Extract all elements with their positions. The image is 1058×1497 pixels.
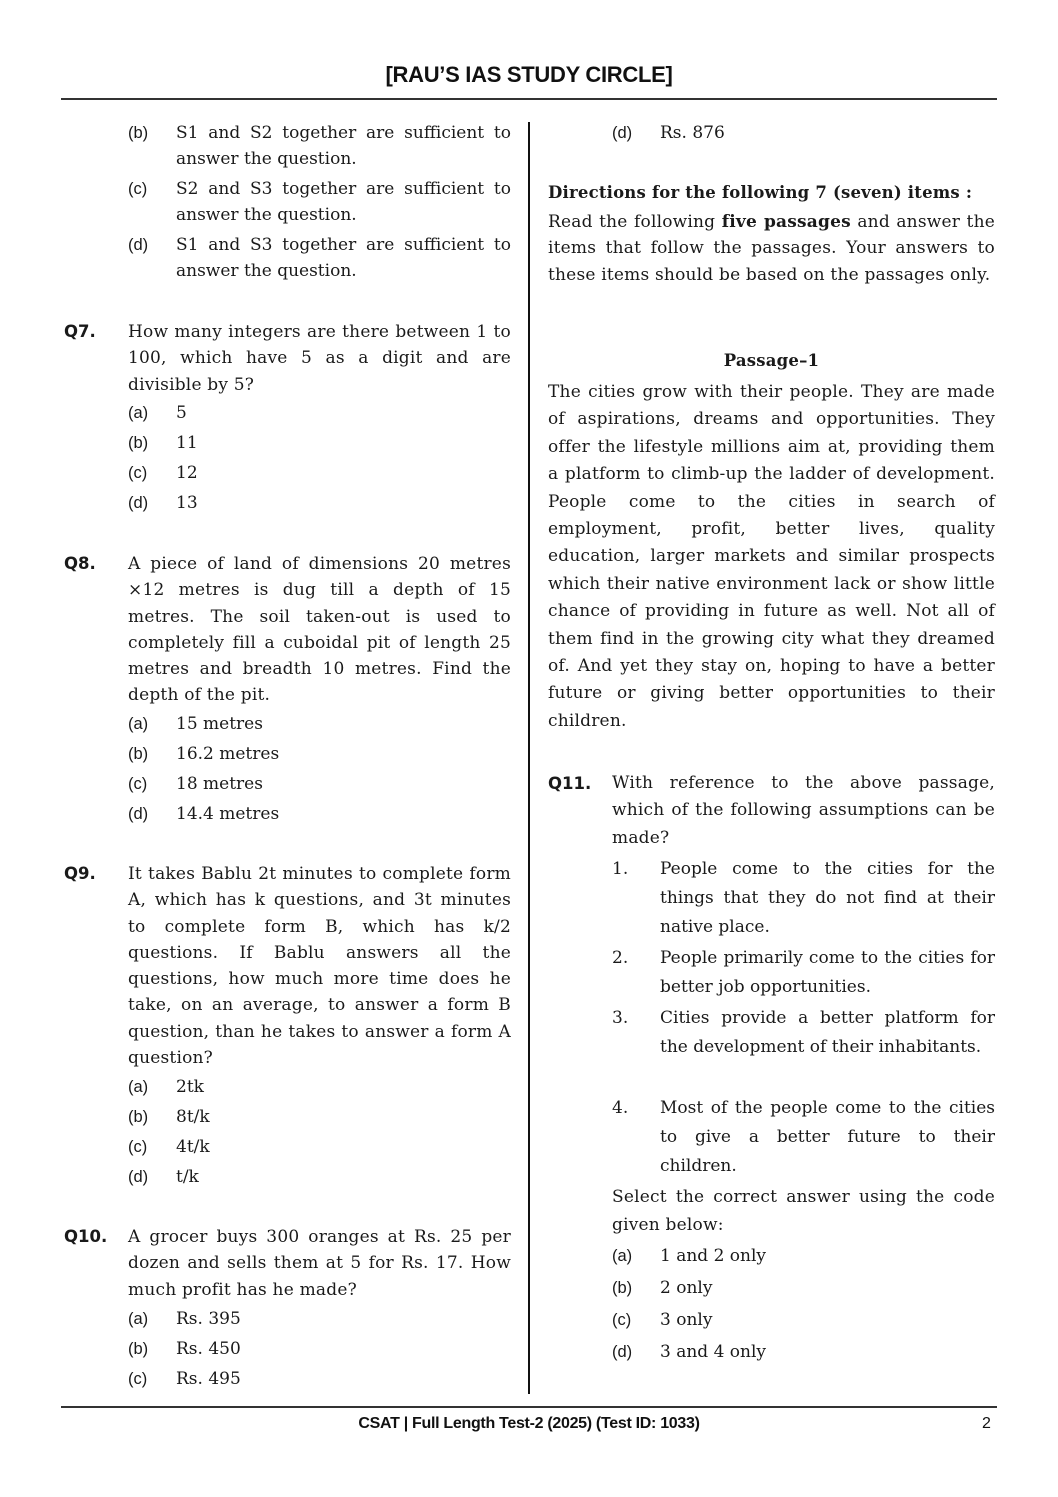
option-text: S2 and S3 together are sufficient to answer the question. <box>176 179 511 226</box>
statement-4 <box>612 1094 995 1181</box>
page-number: 2 <box>982 1415 991 1432</box>
option-text: Rs. 395 <box>176 1309 241 1329</box>
option-text: 13 <box>176 493 198 513</box>
option-text: 15 metres <box>176 714 263 734</box>
passage-title: Passage–1 <box>723 351 820 370</box>
option-a <box>128 1074 511 1100</box>
option-text: Rs. 450 <box>176 1339 241 1359</box>
option-text: 3 and 4 only <box>660 1342 767 1362</box>
option-label: (c) <box>612 1311 632 1329</box>
option-b <box>128 120 511 173</box>
question-text: A grocer buys 300 oranges at Rs. 25 per dozen and sells them at 5 for Rs. 17. How much profit has he made? <box>128 1227 511 1300</box>
option-text: 5 <box>176 403 187 423</box>
directions-text <box>548 209 995 288</box>
option-b <box>128 430 511 456</box>
statement-1 <box>612 855 995 942</box>
option-c <box>128 771 511 797</box>
option-b <box>128 1336 511 1362</box>
option-a <box>128 1306 511 1332</box>
question-number: Q11. <box>548 774 592 793</box>
option-c <box>612 1307 995 1333</box>
option-text: 14.4 metres <box>176 804 280 824</box>
option-label: (a) <box>128 715 149 733</box>
statement-number: 3. <box>612 1008 629 1028</box>
option-text: 12 <box>176 463 198 483</box>
option-d <box>612 120 995 146</box>
option-label: (c) <box>128 1370 148 1388</box>
option-label: (d) <box>612 1343 633 1361</box>
statement-text: Most of the people come to the cities to give a better future to their children. <box>660 1098 995 1176</box>
option-label: (b) <box>612 1279 633 1297</box>
option-text: 1 and 2 only <box>660 1246 767 1266</box>
header-divider <box>61 98 997 100</box>
option-b <box>128 1104 511 1130</box>
question-number: Q9. <box>64 864 96 883</box>
option-text: S1 and S2 together are sufficient to answer the question. <box>176 123 511 170</box>
option-text: 11 <box>176 433 198 453</box>
option-text: 2 only <box>660 1278 713 1298</box>
statement-3 <box>612 1004 995 1062</box>
column-divider <box>528 122 530 1394</box>
statement-number: 1. <box>612 859 629 879</box>
footer-divider <box>61 1406 997 1408</box>
statement-text: People primarily come to the cities for better job opportunities. <box>660 948 995 997</box>
option-text: Rs. 876 <box>660 123 725 143</box>
option-text: 18 metres <box>176 774 263 794</box>
option-text: 2tk <box>176 1077 204 1097</box>
directions-text-emphasis: five passages <box>721 212 851 232</box>
passage-text: The cities grow with their people. They are made of aspirations, dreams and opportunities. They offer the lifestyle millions aim at, providing them a platform to climb-up the ladder of development. People come to the cities in search of employment, profit, better lives, quality education, larger markets and similar prospects which their native environment lack or show little chance of providing in future as well. Not all of them find in the growing city what they dreamed of. And yet they stay on, hoping to have a better future or giving better opportunities to their children. <box>548 382 995 731</box>
option-c <box>128 460 511 486</box>
option-label: (c) <box>128 775 148 793</box>
option-label: (a) <box>128 404 149 422</box>
option-label: (d) <box>128 494 149 512</box>
option-label: (a) <box>128 1310 149 1328</box>
option-d <box>612 1339 995 1365</box>
option-label: (b) <box>128 1340 149 1358</box>
option-text: Rs. 495 <box>176 1369 241 1389</box>
answer-instruction: Select the correct answer using the code given below: <box>612 1187 995 1235</box>
option-a <box>128 711 511 737</box>
option-label: (b) <box>128 434 149 452</box>
option-label: (a) <box>128 1078 149 1096</box>
statement-text: Cities provide a better platform for the development of their inhabitants. <box>660 1008 995 1057</box>
option-label: (a) <box>612 1247 633 1265</box>
option-text: S1 and S3 together are sufficient to answer the question. <box>176 235 511 282</box>
option-label: (c) <box>128 180 148 198</box>
option-text: 16.2 metres <box>176 744 280 764</box>
question-number: Q10. <box>64 1227 108 1246</box>
question-text: With reference to the above passage, which of the following assumptions can be made? <box>612 773 995 848</box>
question-number: Q8. <box>64 554 96 573</box>
directions-text-part: and answer the items that follow the passages. Your answers to these items should be based on the passages only. <box>548 212 995 285</box>
option-text: 4t/k <box>176 1137 210 1157</box>
option-d <box>128 232 511 285</box>
statement-number: 4. <box>612 1098 629 1118</box>
statement-2 <box>612 944 995 1002</box>
directions-heading: Directions for the following 7 (seven) items : <box>548 183 973 202</box>
option-text: 8t/k <box>176 1107 210 1127</box>
option-label: (d) <box>128 236 149 254</box>
option-label: (b) <box>128 745 149 763</box>
question-text: A piece of land of dimensions 20 metres ×12 metres is dug till a depth of 15 metres. The soil taken-out is used to completely fill a cuboidal pit of length 25 metres and breadth 10 metres. Find the depth of the pit. <box>128 554 511 706</box>
statement-number: 2. <box>612 948 629 968</box>
option-label: (b) <box>128 1108 149 1126</box>
question-number: Q7. <box>64 322 96 341</box>
statement-text: People come to the cities for the things that they do not find at their native place. <box>660 859 995 937</box>
footer-title: CSAT | Full Length Test-2 (2025) (Test ID: 1033) <box>358 1415 700 1432</box>
option-label: (c) <box>128 1138 148 1156</box>
directions-text-part: Read the following <box>548 212 722 232</box>
option-c <box>128 1134 511 1160</box>
option-text: t/k <box>176 1167 199 1187</box>
option-label: (c) <box>128 464 148 482</box>
option-label: (b) <box>128 124 149 142</box>
question-text: It takes Bablu 2t minutes to complete form A, which has k questions, and 3t minutes to complete form B, which has k/2 questions. If Bablu answers all the questions, how much more time does he take, on an average, to answer a form B question, than he takes to answer a form A question? <box>128 864 511 1069</box>
option-d <box>128 801 511 827</box>
page-header-title: [RAU’S IAS STUDY CIRCLE] <box>385 62 673 87</box>
option-a <box>612 1243 995 1269</box>
option-d <box>128 490 511 516</box>
option-label: (d) <box>128 1168 149 1186</box>
option-b <box>612 1275 995 1301</box>
option-label: (d) <box>612 124 633 142</box>
option-a <box>128 400 511 426</box>
option-c <box>128 1366 511 1392</box>
option-c <box>128 176 511 229</box>
question-text: How many integers are there between 1 to 100, which have 5 as a digit and are divisible by 5? <box>128 322 511 395</box>
option-b <box>128 741 511 767</box>
option-label: (d) <box>128 805 149 823</box>
option-text: 3 only <box>660 1310 713 1330</box>
option-d <box>128 1164 511 1190</box>
